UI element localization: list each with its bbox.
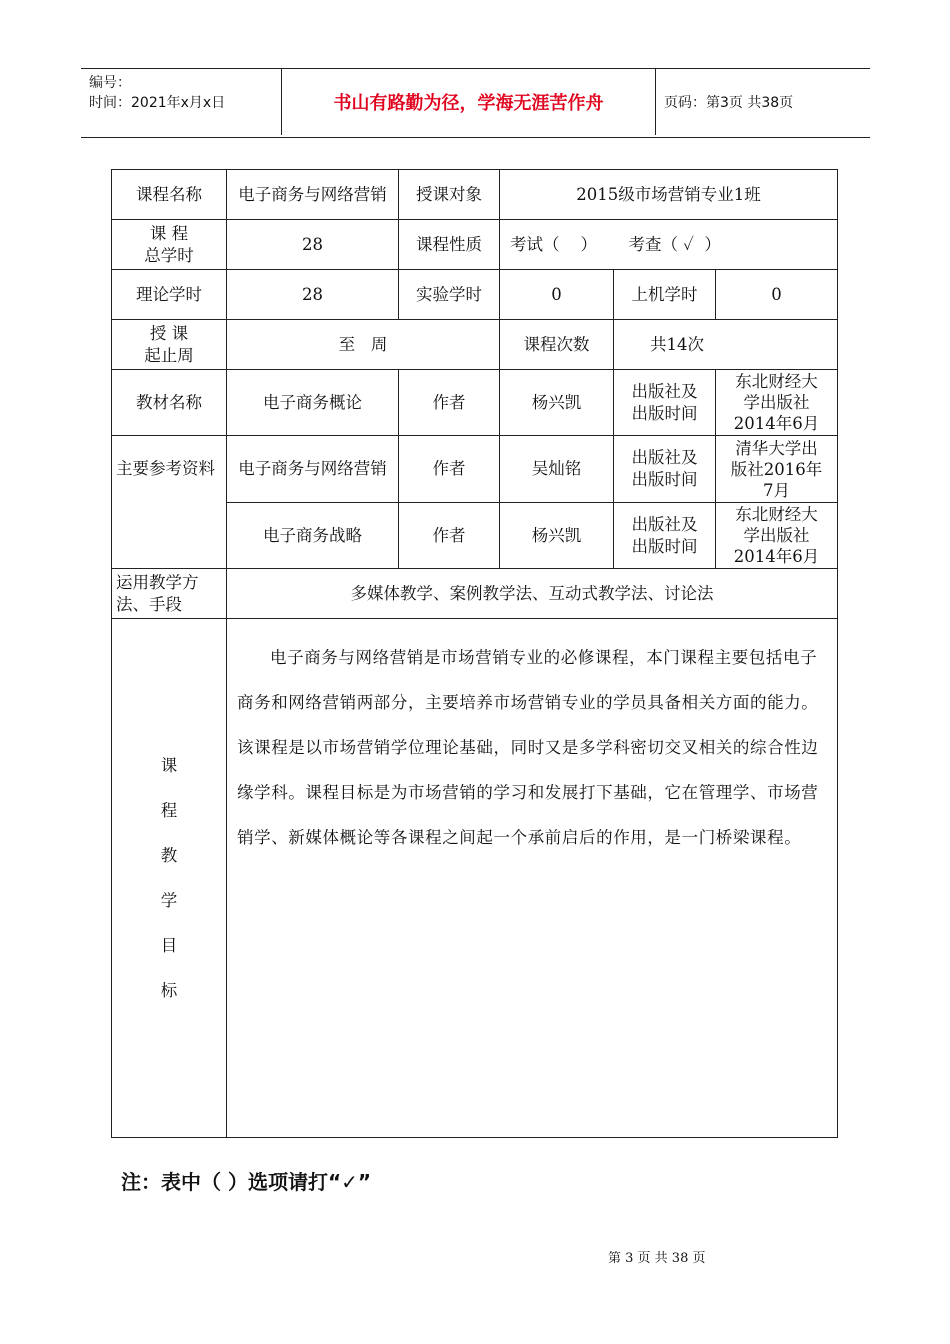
footer-page-number: 第 3 页 共 38 页 — [608, 1251, 706, 1266]
header-meta — [81, 69, 281, 137]
ref1-publisher-label: 出版社及 出版时间 — [614, 436, 716, 503]
ref2-name: 电子商务战略 — [227, 503, 399, 569]
audience: 2015级市场营销专业1班 — [500, 170, 838, 220]
textbook-label: 教材名称 — [112, 370, 227, 436]
textbook-author: 杨兴凯 — [500, 370, 614, 436]
ref1-author: 吴灿铭 — [500, 436, 614, 503]
ref2-author-label: 作者 — [399, 503, 500, 569]
ref2-publisher: 东北财经大 学出版社 2014年6月 — [716, 503, 838, 569]
course-info-table — [111, 169, 838, 1138]
computer-hours-label: 上机学时 — [614, 270, 716, 320]
ref2-publisher-label: 出版社及 出版时间 — [614, 503, 716, 569]
audience-label: 授课对象 — [399, 170, 500, 220]
lab-hours-label: 实验学时 — [399, 270, 500, 320]
weeks-value: 至 周 — [227, 320, 500, 370]
ref1-name: 电子商务与网络营销 — [227, 436, 399, 503]
methods-value: 多媒体教学、案例教学法、互动式教学法、讨论法 — [227, 569, 838, 619]
page-header — [81, 68, 870, 138]
objectives-label: 课 程 教 学 目 标 — [112, 619, 227, 1138]
sessions-value: 共14次 — [614, 320, 838, 370]
total-hours: 28 — [227, 220, 399, 270]
nature-value: 考试（ ） 考查（ ✓ ） — [500, 220, 838, 270]
course-name: 电子商务与网络营销 — [227, 170, 399, 220]
theory-hours: 28 — [227, 270, 399, 320]
header-page-info: 页码：第3页 共38页 — [664, 95, 794, 111]
objectives-cell — [227, 619, 838, 1138]
computer-hours: 0 — [716, 270, 838, 320]
textbook-publisher: 东北财经大 学出版社 2014年6月 — [716, 370, 838, 436]
total-hours-label: 课 程 总学时 — [112, 220, 227, 270]
header-motto: 书山有路勤为径，学海无涯苦作舟 — [281, 69, 656, 135]
course-name-label: 课程名称 — [112, 170, 227, 220]
ref1-author-label: 作者 — [399, 436, 500, 503]
textbook-publisher-label: 出版社及 出版时间 — [614, 370, 716, 436]
sessions-label: 课程次数 — [500, 320, 614, 370]
weeks-label: 授 课 起止周 — [112, 320, 227, 370]
ref2-author: 杨兴凯 — [500, 503, 614, 569]
theory-hours-label: 理论学时 — [112, 270, 227, 320]
objectives-text: 电子商务与网络营销是市场营销专业的必修课程，本门课程主要包括电子商务和网络营销两部分，主要培养市场营销专业的学员具备相关方面的能力。该课程是以市场营销学位理论基础，同时又是多学科密切交叉相关的综合性边缘学科。课程目标是为市场营销的学习和发展打下基础，它在管理学、市场营销学、新媒体概论等各课程之间起一个承前启后的作用，是一门桥梁课程。 — [237, 648, 819, 847]
textbook-name: 电子商务概论 — [227, 370, 399, 436]
time-label: 时间：2021年x月x日 — [89, 95, 226, 111]
lab-hours: 0 — [500, 270, 614, 320]
table-note: 注：表中（ ）选项请打“✓” — [121, 1170, 372, 1194]
methods-label: 运用教学方法、手段 — [112, 569, 227, 619]
number-label: 编号： — [89, 75, 131, 91]
references-label: 主要参考资料 — [112, 436, 227, 569]
nature-label: 课程性质 — [399, 220, 500, 270]
ref1-publisher: 清华大学出 版社2016年 7月 — [716, 436, 838, 503]
textbook-author-label: 作者 — [399, 370, 500, 436]
